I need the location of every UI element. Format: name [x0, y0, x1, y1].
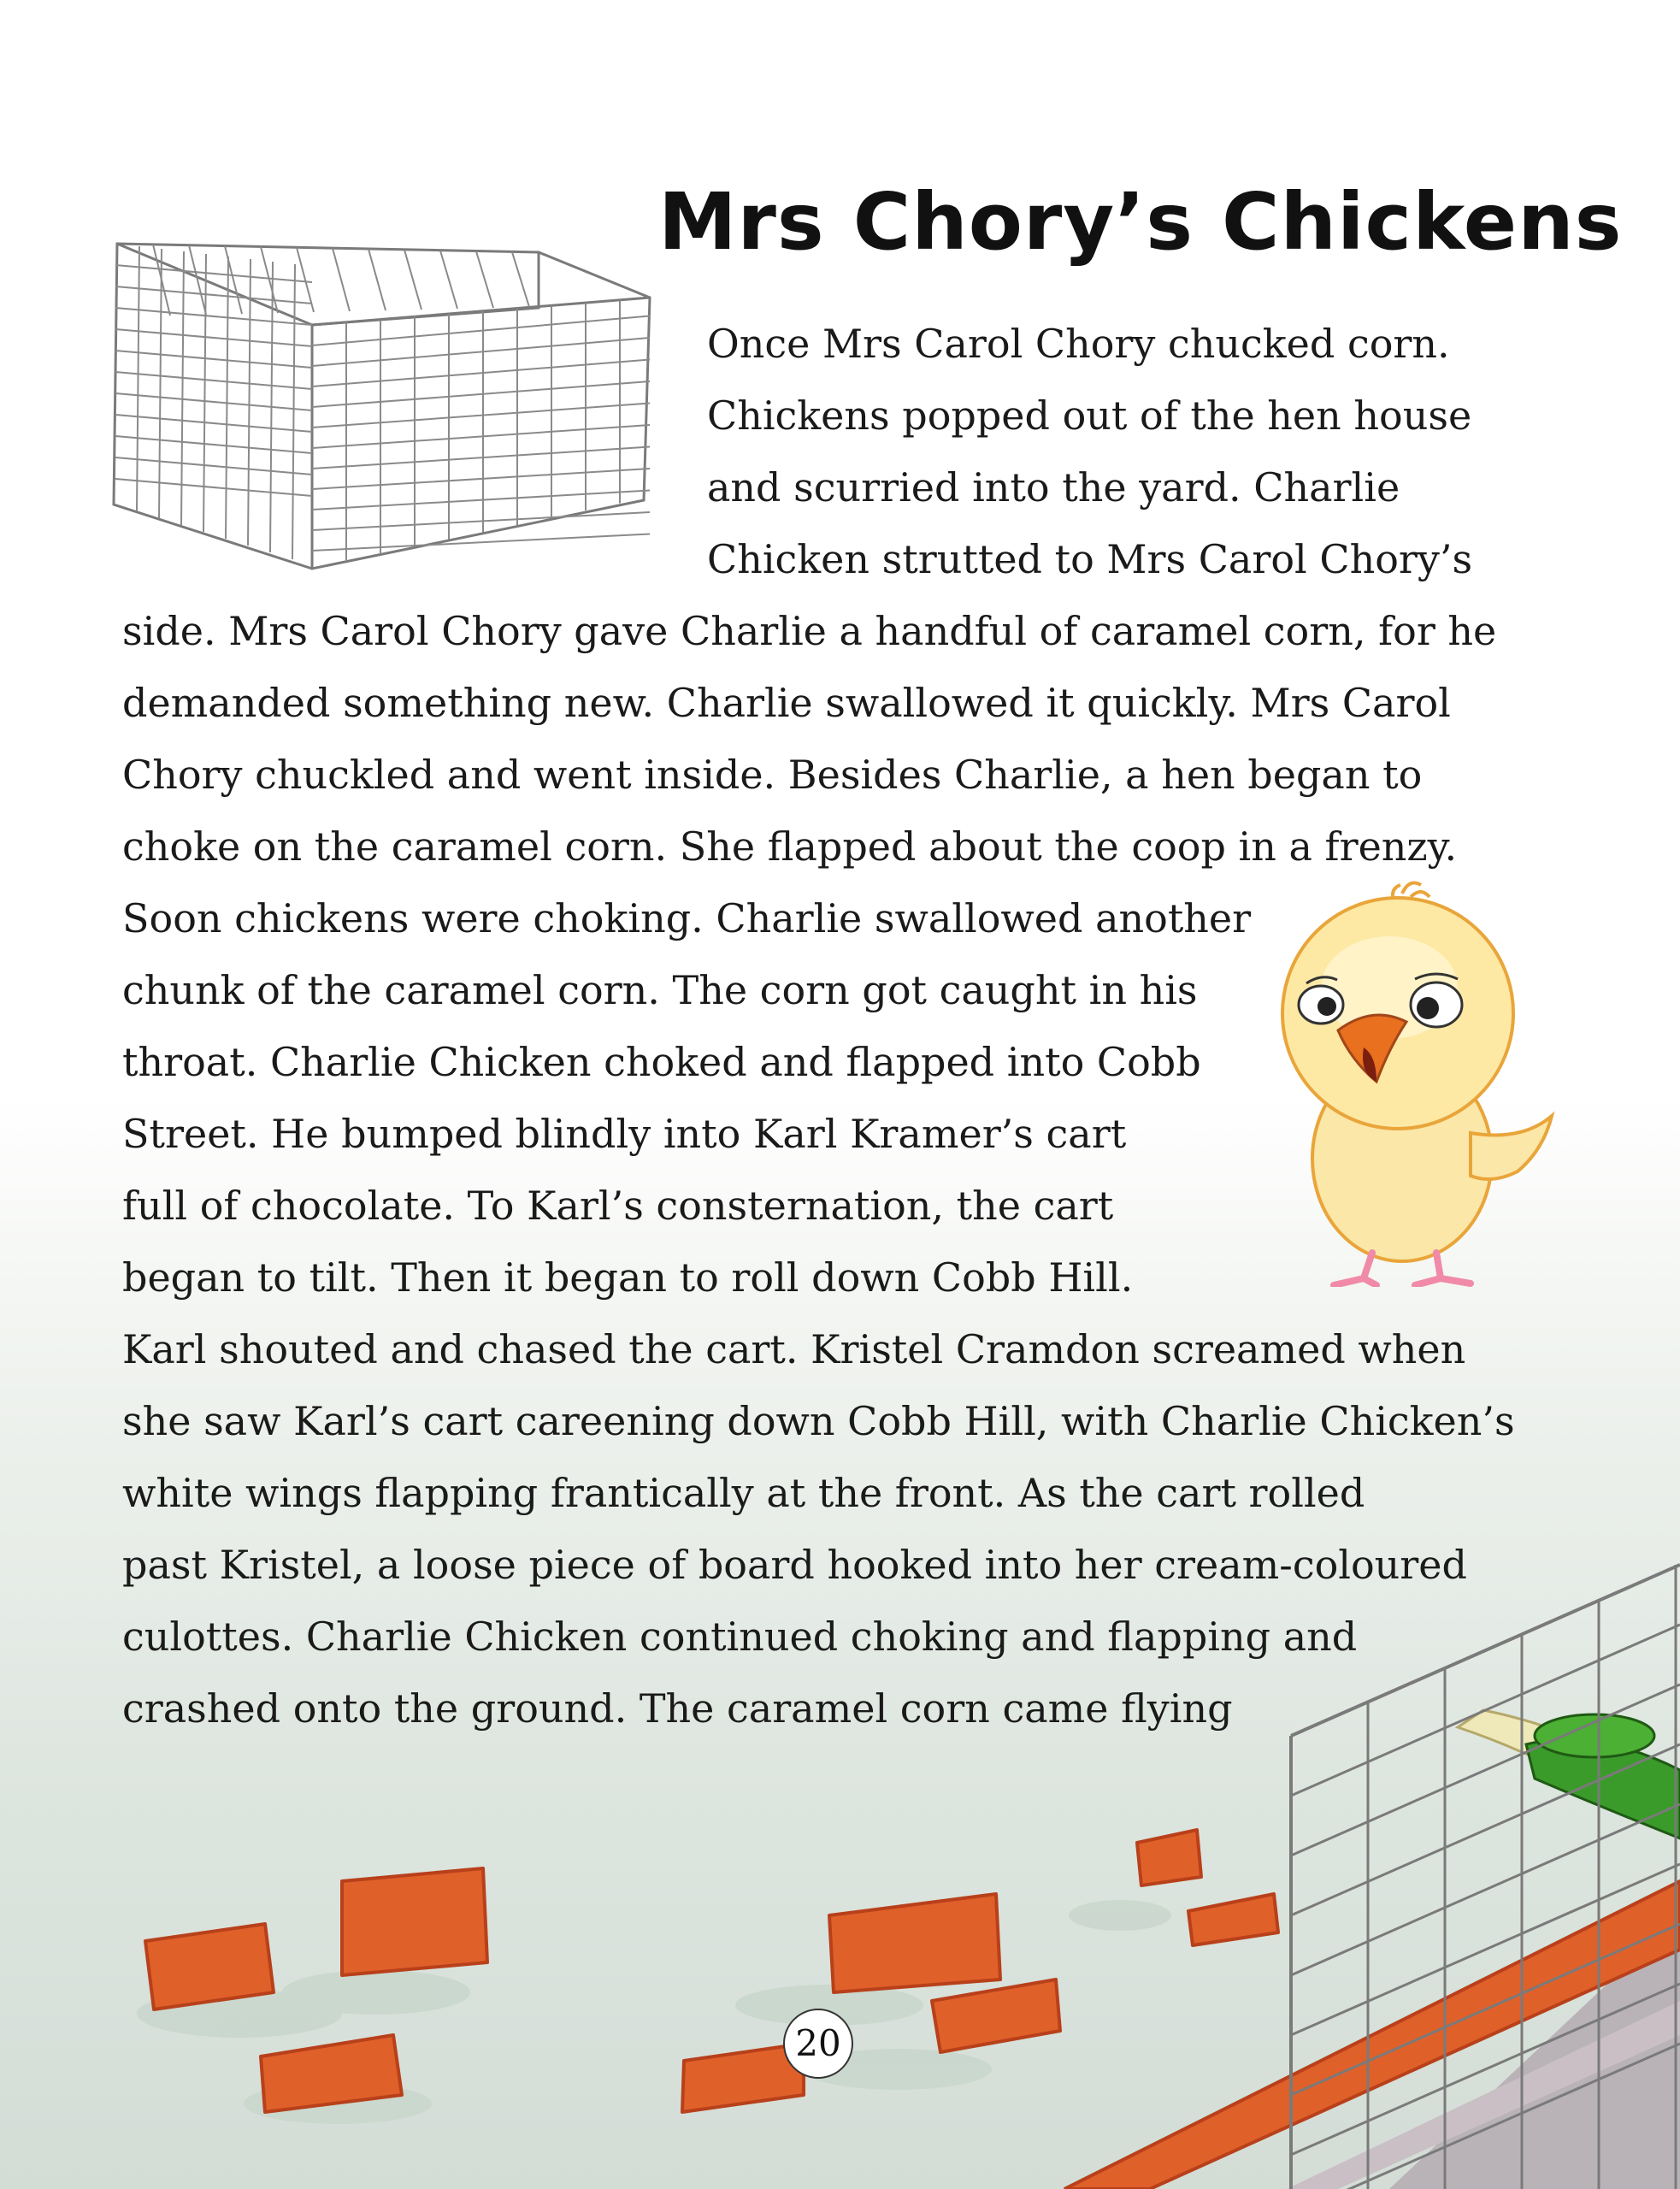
story-line: demanded something new. Charlie swallowed it quickly. Mrs Carol [122, 680, 1451, 726]
story-line: Once Mrs Carol Chory chucked corn. [707, 321, 1450, 367]
page-number: 20 [783, 2009, 853, 2079]
story-line: Street. He bumped blindly into Karl Kramer’s cart [122, 1111, 1127, 1157]
story-line: choke on the caramel corn. She flapped about the coop in a frenzy. [122, 823, 1458, 870]
story-line: chunk of the caramel corn. The corn got caught in his [122, 967, 1198, 1013]
story-line: and scurried into the yard. Charlie [707, 464, 1400, 510]
story-line: Karl shouted and chased the cart. Kristel Cramdon screamed when [122, 1326, 1466, 1372]
page-title: Mrs Chory’s Chickens [658, 176, 1623, 268]
story-line: Chickens popped out of the hen house [707, 392, 1472, 439]
story-line: white wings flapping frantically at the front. As the cart rolled [122, 1470, 1365, 1516]
story-line: Soon chickens were choking. Charlie swallowed another [122, 895, 1252, 941]
story-line: Chicken strutted to Mrs Carol Chory’s [707, 536, 1473, 582]
story-line: Chory chuckled and went inside. Besides Charlie, a hen began to [122, 752, 1423, 798]
story-line: throat. Charlie Chicken choked and flapped into Cobb [122, 1039, 1201, 1085]
story-line: full of chocolate. To Karl’s consternation, the cart [122, 1183, 1114, 1229]
story-line: she saw Karl’s cart careening down Cobb Hill, with Charlie Chicken’s [122, 1398, 1515, 1444]
story-line: began to tilt. Then it began to roll down Cobb Hill. [122, 1254, 1134, 1301]
chick-illustration [1257, 876, 1573, 1287]
story-line: crashed onto the ground. The caramel corn came flying [122, 1685, 1233, 1732]
story-line: side. Mrs Carol Chory gave Charlie a handful of caramel corn, for he [122, 608, 1497, 654]
cage-with-parrot-illustration [1047, 1556, 1680, 2189]
story-line: culottes. Charlie Chicken continued choking and flapping and [122, 1614, 1358, 1660]
story-line: past Kristel, a loose piece of board hooked into her cream-coloured [122, 1542, 1467, 1588]
